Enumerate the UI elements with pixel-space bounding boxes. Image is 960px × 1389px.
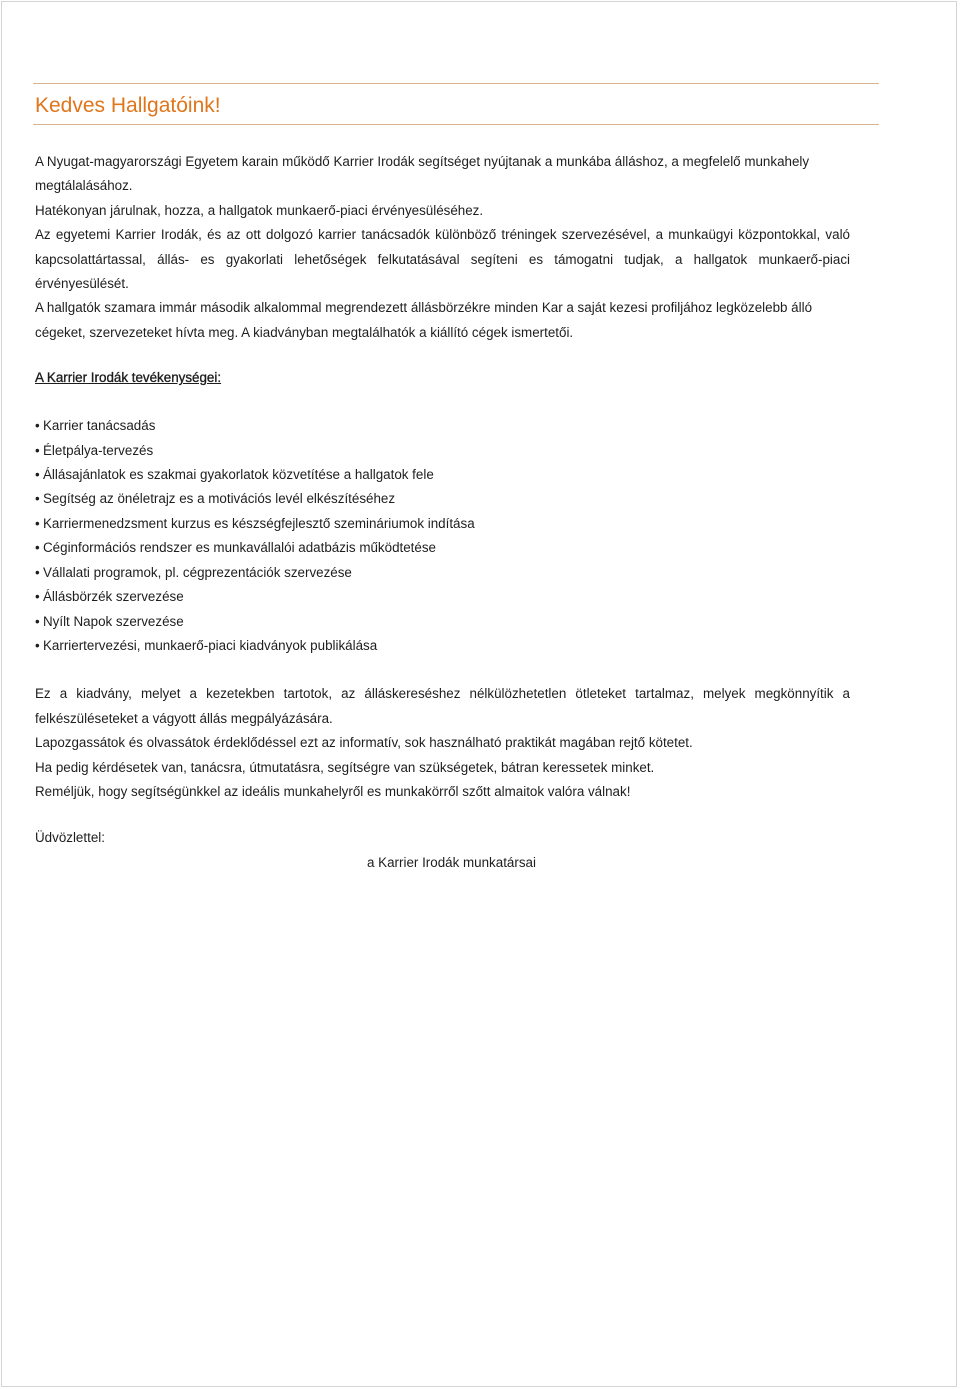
closing-paragraph: Reméljük, hogy segítségünkkel az ideális munkahelyről es munkakörről szőtt almaitok valóra válnak! — [35, 783, 631, 799]
list-item — [35, 634, 850, 658]
salutation: Üdvözlettel: — [35, 830, 105, 846]
activities-heading: A Karrier Irodák tevékenységei: — [35, 370, 222, 386]
closing-paragraph: Lapozgassátok és olvassátok érdeklődéssel ezt az informatív, sok használható praktikát magában rejtő kötetet. — [35, 735, 693, 751]
letter-body — [35, 150, 850, 875]
activities-list — [35, 414, 850, 658]
list-item — [35, 414, 850, 438]
list-item-label: Állásajánlatok es szakmai gyakorlatok közvetítése a hallgatok fele — [43, 467, 434, 483]
list-item-label: Karrier tanácsadás — [43, 418, 156, 434]
list-item — [35, 487, 850, 511]
list-item — [35, 610, 850, 634]
signature: a Karrier Irodák munkatársai — [367, 854, 536, 870]
bullet-icon: • — [35, 564, 40, 580]
bullet-icon: • — [35, 467, 40, 483]
intro-paragraph: A Nyugat-magyarországi Egyetem karain működő Karrier Irodák segítséget nyújtanak a munkába álláshoz, a megfelelő munkahely megtálalásához. — [35, 154, 810, 194]
list-item-label: Vállalati programok, pl. cégprezentációk szervezése — [43, 564, 352, 580]
bullet-icon: • — [35, 589, 40, 605]
intro-paragraph: A hallgatók szamara immár második alkalommal megrendezett állásbörzékre minden Kar a saját kezesi profiljához legközelebb álló cégeket, szervezeteket hívta meg. A kiadványban megtalálhatók a kiállító cégek ismertetői. — [35, 300, 813, 340]
header-rule-bottom — [33, 124, 879, 125]
bullet-icon: • — [35, 637, 40, 653]
intro-paragraph: Az egyetemi Karrier Irodák, és az ott dolgozó karrier tanácsadók különböző tréningek szervezésével, a munkaügyi központokkal, való kapcsolattártassal, állás- es gyakorlati lehetőségek felkutatásával segíteni es támogatni tudjak, a hallgatok munkaerő-piaci érvényesülését. — [35, 227, 850, 292]
closing-paragraph: Ez a kiadvány, melyet a kezetekben tartotok, az álláskereséshez nélkülözhetetlen ötleteket tartalmaz, melyek megkönnyítik a felkészüléseteket a vágyott állás megpályázására. — [35, 686, 850, 726]
list-item — [35, 439, 850, 463]
bullet-icon: • — [35, 442, 40, 458]
list-item-label: Nyílt Napok szervezése — [43, 613, 184, 629]
greeting-title: Kedves Hallgatóink! — [35, 94, 221, 117]
bullet-icon: • — [35, 491, 40, 507]
list-item — [35, 536, 850, 560]
header-rule-top — [33, 83, 879, 84]
bullet-icon: • — [35, 515, 40, 531]
intro-paragraph: Hatékonyan járulnak, hozza, a hallgatok munkaerő-piaci érvényesüléséhez. — [35, 202, 484, 218]
closing-paragraph: Ha pedig kérdésetek van, tanácsra, útmutatásra, segítségre van szükségetek, bátran keressetek minket. — [35, 759, 655, 775]
bullet-icon: • — [35, 540, 40, 556]
bullet-icon: • — [35, 418, 40, 434]
list-item — [35, 512, 850, 536]
list-item-label: Segítség az önéletrajz es a motivációs levél elkészítéséhez — [43, 491, 396, 507]
list-item-label: Karriermenedzsment kurzus es készségfejlesztő szemináriumok indítása — [43, 515, 475, 531]
bullet-icon: • — [35, 613, 40, 629]
list-item — [35, 463, 850, 487]
list-item-label: Karriertervezési, munkaerő-piaci kiadványok publikálása — [43, 637, 378, 653]
list-item-label: Céginformációs rendszer es munkavállalói adatbázis működtetése — [43, 540, 436, 556]
list-item — [35, 561, 850, 585]
list-item — [35, 585, 850, 609]
list-item-label: Életpálya-tervezés — [43, 442, 154, 458]
list-item-label: Állásbörzék szervezése — [43, 589, 184, 605]
